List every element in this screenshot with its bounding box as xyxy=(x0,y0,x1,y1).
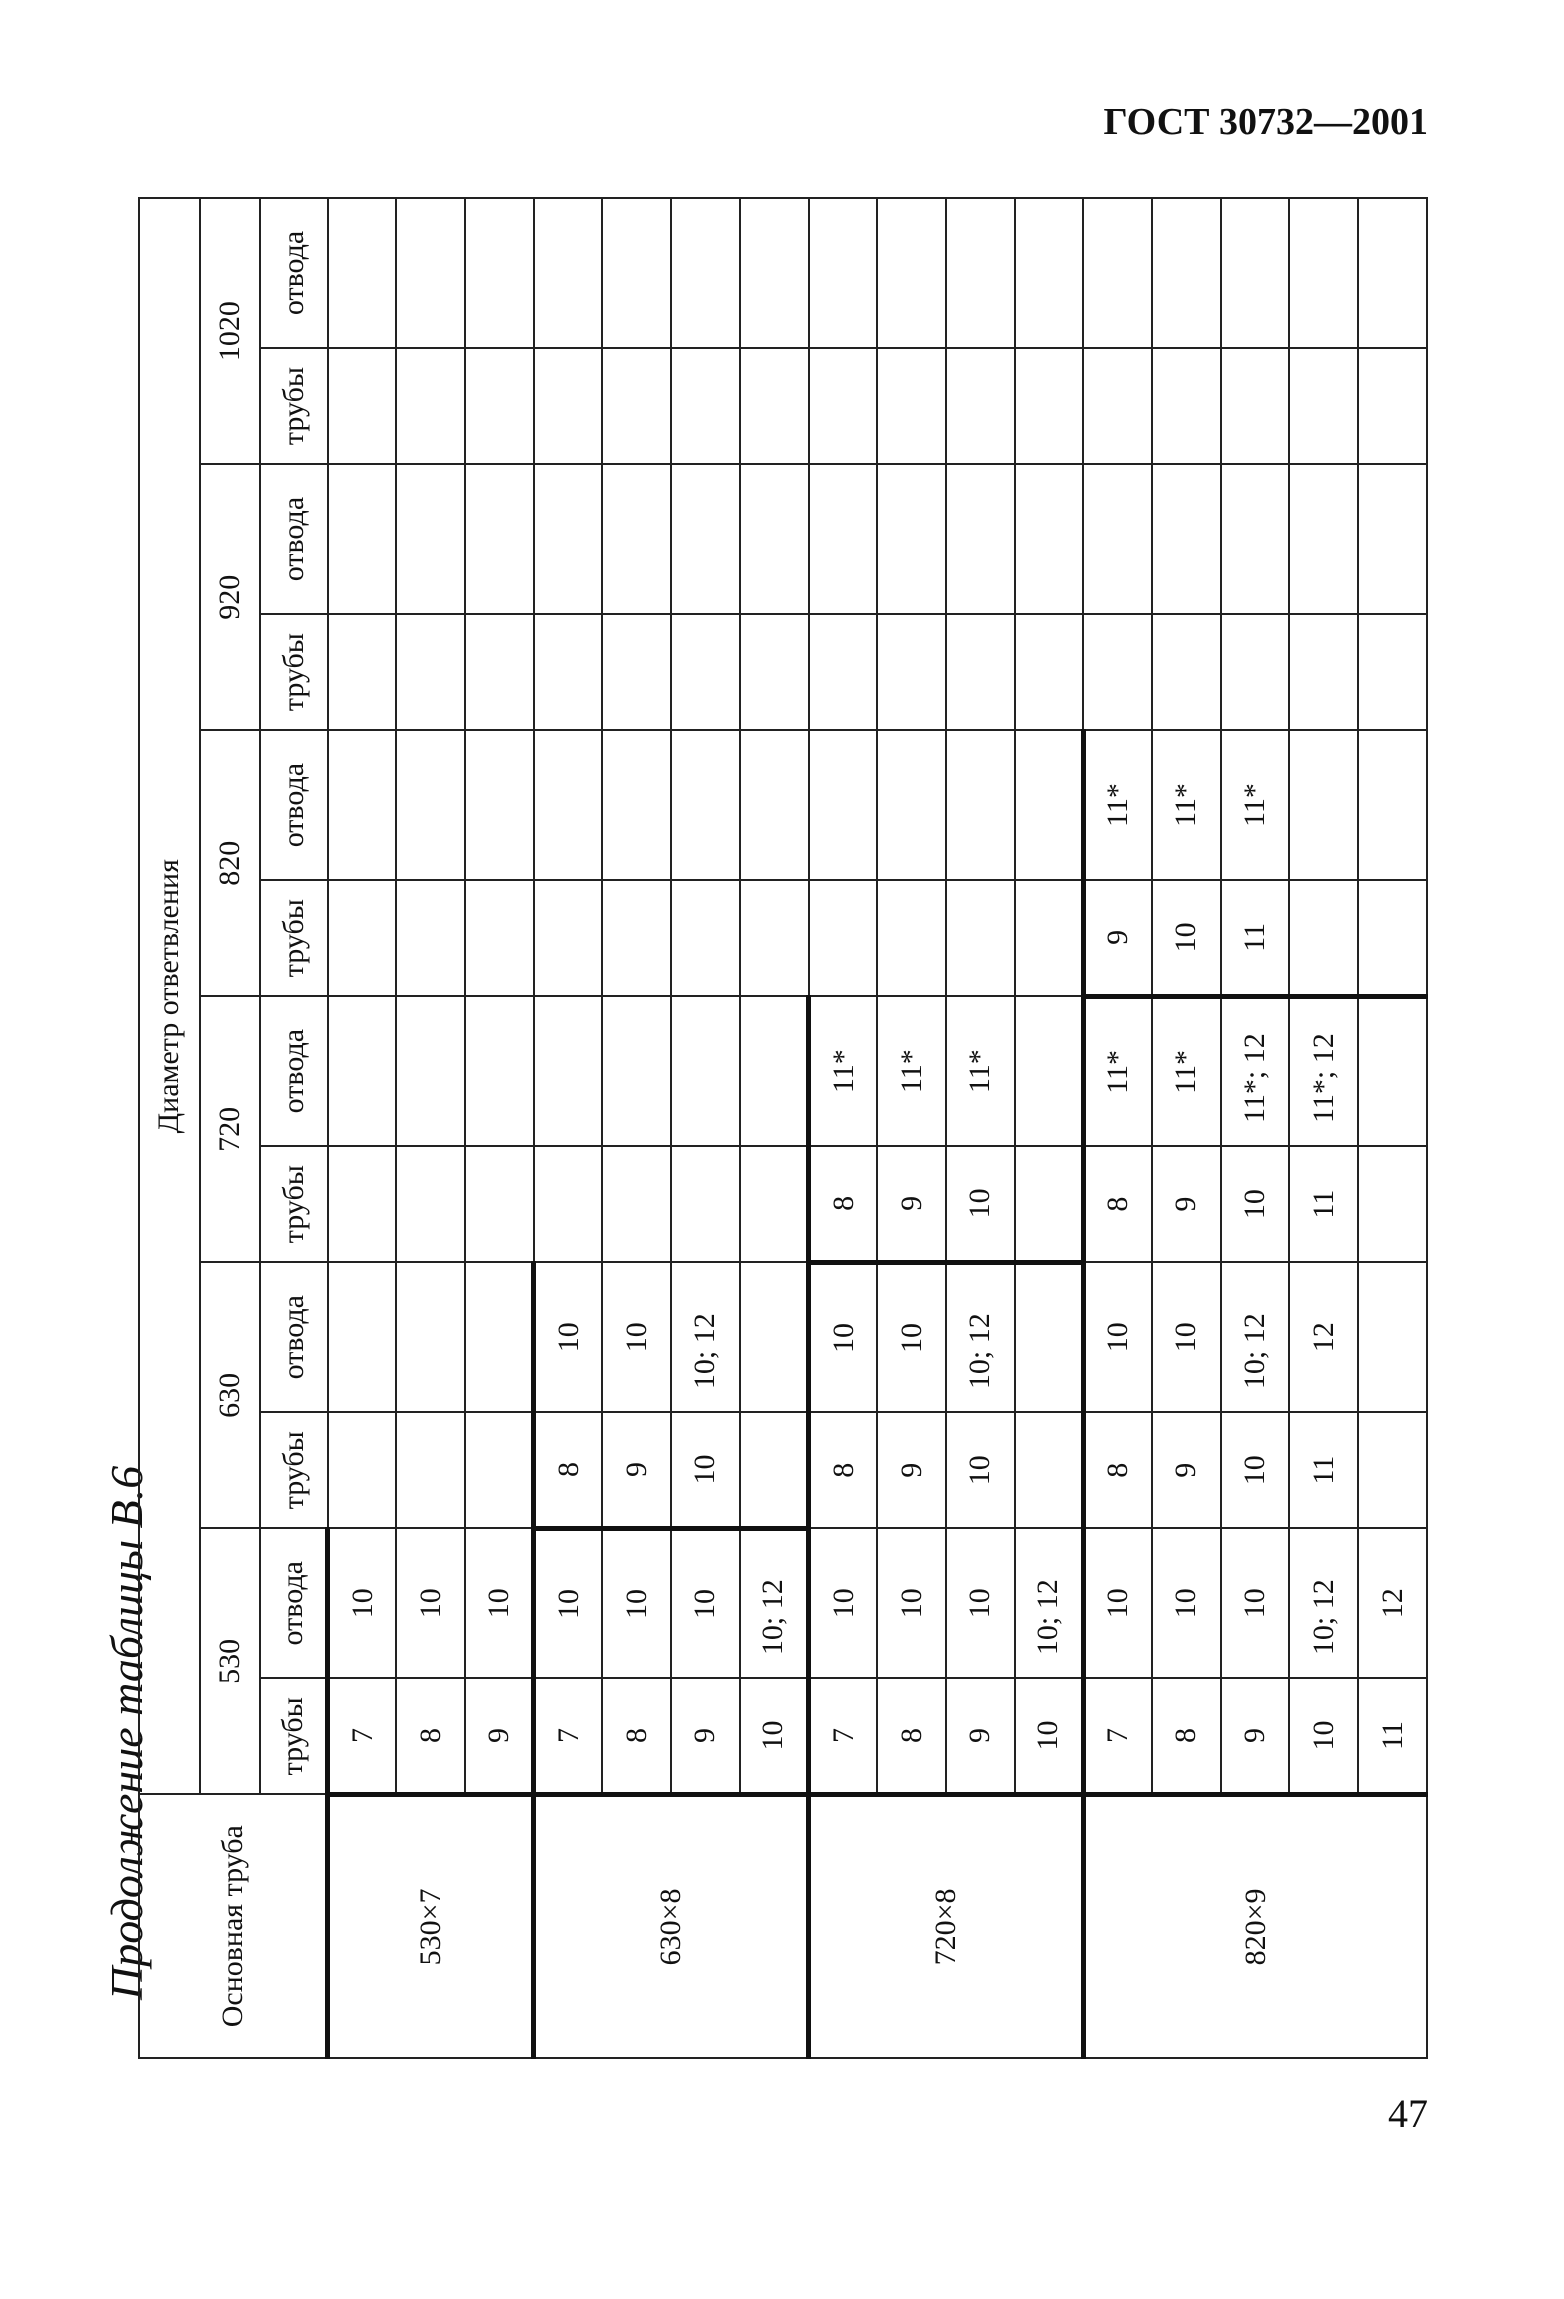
table-cell xyxy=(809,880,878,996)
table-cell xyxy=(602,348,671,464)
table-cell: 10 xyxy=(946,1146,1015,1262)
subheader-bend: отвода xyxy=(260,464,327,614)
table-cell: 10; 12 xyxy=(671,1262,740,1412)
table-cell xyxy=(1358,1262,1427,1412)
table-cell xyxy=(1358,348,1427,464)
main-pipe-label: 630×8 xyxy=(534,1794,809,2058)
table-cell xyxy=(671,198,740,348)
table-cell xyxy=(1015,1412,1084,1528)
table-cell xyxy=(602,996,671,1146)
table-cell xyxy=(1221,198,1290,348)
table-cell xyxy=(328,1412,397,1528)
table-cell xyxy=(671,996,740,1146)
table-cell xyxy=(1083,464,1152,614)
table-row xyxy=(1221,198,1290,2058)
table-cell xyxy=(1221,348,1290,464)
table-cell: 10; 12 xyxy=(1221,1262,1290,1412)
table-cell xyxy=(602,880,671,996)
table-cell xyxy=(534,614,603,730)
table-cell xyxy=(1221,464,1290,614)
table-cell: 10 xyxy=(1152,1528,1221,1678)
table-cell xyxy=(740,996,809,1146)
subheader-pipe: трубы xyxy=(260,1146,327,1262)
table-cell xyxy=(534,198,603,348)
table-cell: 10 xyxy=(877,1528,946,1678)
rotated-table-wrapper xyxy=(138,197,1428,2059)
table-cell xyxy=(740,348,809,464)
table-cell xyxy=(740,730,809,880)
table-row xyxy=(328,198,397,2058)
table-cell xyxy=(602,464,671,614)
table-cell xyxy=(946,614,1015,730)
diameter-header-630: 630 xyxy=(200,1262,261,1528)
table-cell: 9 xyxy=(877,1412,946,1528)
table-cell: 10; 12 xyxy=(1289,1528,1358,1678)
table-row xyxy=(1015,198,1084,2058)
table-cell: 10 xyxy=(328,1528,397,1678)
table-cell: 11* xyxy=(946,996,1015,1146)
table-cell: 8 xyxy=(396,1678,465,1794)
table-cell xyxy=(396,1146,465,1262)
table-cell xyxy=(534,730,603,880)
table-cell: 12 xyxy=(1358,1528,1427,1678)
table-cell: 10 xyxy=(1152,880,1221,996)
table-cell xyxy=(740,464,809,614)
table-cell xyxy=(534,348,603,464)
table-cell xyxy=(602,614,671,730)
table-cell: 9 xyxy=(602,1412,671,1528)
diameter-header-920: 920 xyxy=(200,464,261,730)
page-number: 47 xyxy=(1388,2091,1428,2136)
table-cell: 10 xyxy=(946,1412,1015,1528)
table-cell xyxy=(740,614,809,730)
table-cell xyxy=(1289,464,1358,614)
table-cell: 10 xyxy=(396,1528,465,1678)
table-cell xyxy=(465,730,534,880)
table-cell: 11* xyxy=(877,996,946,1146)
table-cell xyxy=(465,1146,534,1262)
table-cell xyxy=(809,730,878,880)
table-cell xyxy=(1358,198,1427,348)
table-cell: 8 xyxy=(602,1678,671,1794)
table-cell xyxy=(877,730,946,880)
table-cell xyxy=(1083,198,1152,348)
table-cell: 11*; 12 xyxy=(1289,996,1358,1146)
table-cell xyxy=(1289,730,1358,880)
table-cell: 8 xyxy=(534,1412,603,1528)
table-cell xyxy=(946,880,1015,996)
table-cell xyxy=(740,1262,809,1412)
table-cell xyxy=(328,464,397,614)
table-cell: 8 xyxy=(809,1146,878,1262)
table-cell xyxy=(1358,730,1427,880)
table-cell xyxy=(877,198,946,348)
table-cell xyxy=(602,1146,671,1262)
table-cell xyxy=(1015,348,1084,464)
table-cell xyxy=(328,198,397,348)
table-cell xyxy=(1289,614,1358,730)
table-cell: 10; 12 xyxy=(946,1262,1015,1412)
table-cell xyxy=(740,1146,809,1262)
stub-header-cell: Основная труба xyxy=(139,1794,328,2058)
table-row xyxy=(534,198,603,2058)
table-cell: 7 xyxy=(534,1678,603,1794)
table-cell xyxy=(534,1146,603,1262)
table-cell xyxy=(877,348,946,464)
table-row xyxy=(1083,198,1152,2058)
table-cell xyxy=(946,730,1015,880)
table-cell xyxy=(671,464,740,614)
table-cell xyxy=(1289,348,1358,464)
table-row xyxy=(465,198,534,2058)
table-cell: 9 xyxy=(1152,1412,1221,1528)
table-cell xyxy=(1015,198,1084,348)
table-cell xyxy=(534,464,603,614)
table-row xyxy=(1358,198,1427,2058)
table-row xyxy=(809,198,878,2058)
table-cell xyxy=(1358,614,1427,730)
table-cell xyxy=(671,880,740,996)
diameter-header-720: 720 xyxy=(200,996,261,1262)
table-cell xyxy=(1015,1262,1084,1412)
table-cell xyxy=(671,348,740,464)
table-cell: 11 xyxy=(1221,880,1290,996)
table-cell: 8 xyxy=(1083,1146,1152,1262)
table-cell: 7 xyxy=(809,1678,878,1794)
table-cell xyxy=(946,464,1015,614)
table-cell xyxy=(740,1412,809,1528)
table-cell: 11* xyxy=(1083,996,1152,1146)
main-pipe-label: 720×8 xyxy=(809,1794,1084,2058)
table-cell: 10; 12 xyxy=(740,1528,809,1678)
table-cell xyxy=(1152,464,1221,614)
table-cell: 10 xyxy=(809,1262,878,1412)
table-cell xyxy=(1289,880,1358,996)
subheader-bend: отвода xyxy=(260,996,327,1146)
table-cell xyxy=(396,880,465,996)
table-cell xyxy=(1221,614,1290,730)
table-cell xyxy=(1358,996,1427,1146)
table-cell xyxy=(809,614,878,730)
subheader-bend: отвода xyxy=(260,730,327,880)
table-cell xyxy=(328,1146,397,1262)
subheader-bend: отвода xyxy=(260,1262,327,1412)
table-cell: 10 xyxy=(1152,1262,1221,1412)
table-cell xyxy=(809,348,878,464)
table-cell xyxy=(946,198,1015,348)
table-cell: 10 xyxy=(602,1528,671,1678)
table-caption: Продолжение таблицы В.6 xyxy=(101,1465,152,2000)
table-cell xyxy=(809,464,878,614)
table-cell xyxy=(740,880,809,996)
table-cell xyxy=(328,1262,397,1412)
table-cell xyxy=(877,614,946,730)
document-code: ГОСТ 30732—2001 xyxy=(1103,101,1428,143)
table-row xyxy=(602,198,671,2058)
table-row xyxy=(396,198,465,2058)
table-cell xyxy=(328,614,397,730)
table-cell xyxy=(396,996,465,1146)
table-row xyxy=(671,198,740,2058)
table-cell xyxy=(671,1146,740,1262)
table-cell xyxy=(1015,1146,1084,1262)
table-cell: 7 xyxy=(1083,1678,1152,1794)
table-cell xyxy=(1015,730,1084,880)
table-cell xyxy=(328,348,397,464)
table-cell xyxy=(946,348,1015,464)
table-cell xyxy=(396,614,465,730)
table-cell xyxy=(1358,1412,1427,1528)
table-cell: 9 xyxy=(1152,1146,1221,1262)
table-cell: 10 xyxy=(1083,1262,1152,1412)
table-cell: 10 xyxy=(465,1528,534,1678)
subheader-pipe: трубы xyxy=(260,348,327,464)
table-cell xyxy=(465,880,534,996)
table-cell xyxy=(877,464,946,614)
table-cell xyxy=(534,880,603,996)
table-cell: 11* xyxy=(1152,730,1221,880)
table-cell xyxy=(328,996,397,1146)
table-cell: 11 xyxy=(1289,1146,1358,1262)
table-cell: 9 xyxy=(671,1678,740,1794)
diameter-header-820: 820 xyxy=(200,730,261,996)
table-cell: 11 xyxy=(1358,1678,1427,1794)
table-cell: 7 xyxy=(328,1678,397,1794)
table-cell: 10 xyxy=(809,1528,878,1678)
table-cell xyxy=(1152,614,1221,730)
table-cell xyxy=(1015,880,1084,996)
table-cell: 10 xyxy=(877,1262,946,1412)
table-cell: 10 xyxy=(1015,1678,1084,1794)
table-cell: 11* xyxy=(1083,730,1152,880)
table-cell xyxy=(1083,614,1152,730)
table-cell: 11*; 12 xyxy=(1221,996,1290,1146)
subheader-pipe: трубы xyxy=(260,614,327,730)
subheader-pipe: трубы xyxy=(260,1678,327,1794)
table-cell: 10 xyxy=(740,1678,809,1794)
table-cell: 9 xyxy=(877,1146,946,1262)
table-cell: 9 xyxy=(465,1678,534,1794)
table-cell xyxy=(534,996,603,1146)
table-cell xyxy=(396,1412,465,1528)
table-cell xyxy=(1289,198,1358,348)
table-cell xyxy=(465,198,534,348)
table-cell xyxy=(1358,464,1427,614)
table-cell: 11* xyxy=(1221,730,1290,880)
table-row xyxy=(946,198,1015,2058)
table-cell xyxy=(465,348,534,464)
table-cell xyxy=(1358,1146,1427,1262)
table-cell xyxy=(465,1412,534,1528)
table-cell xyxy=(396,464,465,614)
table-cell xyxy=(465,1262,534,1412)
table-cell: 10 xyxy=(671,1528,740,1678)
table-row xyxy=(1152,198,1221,2058)
subheader-bend: отвода xyxy=(260,198,327,348)
table-cell xyxy=(396,198,465,348)
branch-diameter-header: Диаметр ответвления xyxy=(139,198,200,1794)
subheader-pipe: трубы xyxy=(260,1412,327,1528)
table-cell xyxy=(1015,614,1084,730)
table-cell: 11 xyxy=(1289,1412,1358,1528)
table-cell xyxy=(877,880,946,996)
table-cell: 10 xyxy=(534,1262,603,1412)
table-cell: 9 xyxy=(1083,880,1152,996)
main-pipe-label: 530×7 xyxy=(328,1794,534,2058)
table-cell: 10 xyxy=(602,1262,671,1412)
table-cell xyxy=(740,198,809,348)
table-cell xyxy=(1015,464,1084,614)
table-cell: 10; 12 xyxy=(1015,1528,1084,1678)
table-cell xyxy=(465,464,534,614)
table-row xyxy=(1289,198,1358,2058)
table-cell xyxy=(671,730,740,880)
table-cell xyxy=(1015,996,1084,1146)
table-cell xyxy=(465,614,534,730)
table-cell: 11* xyxy=(809,996,878,1146)
table-cell xyxy=(328,880,397,996)
table-cell xyxy=(1152,198,1221,348)
table-cell: 10 xyxy=(1289,1678,1358,1794)
table-cell: 8 xyxy=(809,1412,878,1528)
table-cell xyxy=(671,614,740,730)
table-cell xyxy=(1152,348,1221,464)
table-cell xyxy=(602,730,671,880)
table-cell: 9 xyxy=(1221,1678,1290,1794)
diameter-header-1020: 1020 xyxy=(200,198,261,464)
diameter-header-530: 530 xyxy=(200,1528,261,1794)
table-cell: 10 xyxy=(534,1528,603,1678)
table-cell: 11* xyxy=(1152,996,1221,1146)
table-cell: 8 xyxy=(877,1678,946,1794)
subheader-pipe: трубы xyxy=(260,880,327,996)
main-pipe-label: 820×9 xyxy=(1083,1794,1427,2058)
table-cell xyxy=(1358,880,1427,996)
table-cell: 10 xyxy=(671,1412,740,1528)
table-cell: 9 xyxy=(946,1678,1015,1794)
table-cell xyxy=(396,1262,465,1412)
table-cell: 8 xyxy=(1083,1412,1152,1528)
table-cell xyxy=(396,348,465,464)
table-cell: 12 xyxy=(1289,1262,1358,1412)
table-cell: 10 xyxy=(1221,1146,1290,1262)
table-cell xyxy=(1083,348,1152,464)
table-row xyxy=(740,198,809,2058)
branch-thickness-table xyxy=(138,197,1428,2059)
table-cell: 8 xyxy=(1152,1678,1221,1794)
table-row xyxy=(877,198,946,2058)
table-cell: 10 xyxy=(1083,1528,1152,1678)
table-cell: 10 xyxy=(1221,1412,1290,1528)
table-cell xyxy=(602,198,671,348)
table-cell xyxy=(809,198,878,348)
table-cell xyxy=(396,730,465,880)
table-cell: 10 xyxy=(946,1528,1015,1678)
table-cell: 10 xyxy=(1221,1528,1290,1678)
table-cell xyxy=(465,996,534,1146)
table-cell xyxy=(328,730,397,880)
subheader-bend: отвода xyxy=(260,1528,327,1678)
